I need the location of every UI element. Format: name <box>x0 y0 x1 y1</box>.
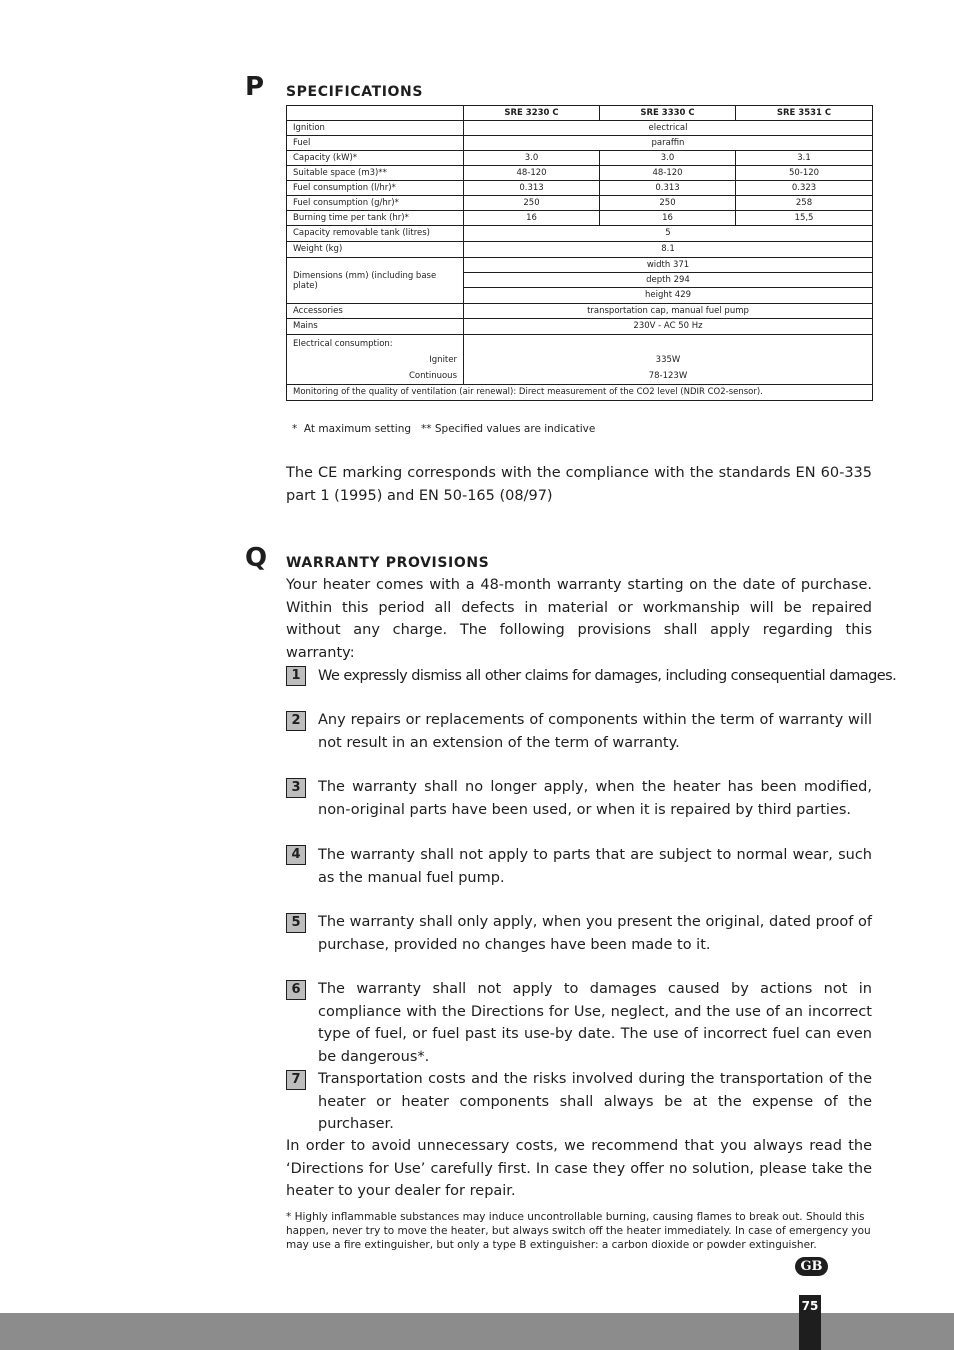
electrical-consumption-cell <box>287 335 464 385</box>
item-text: The warranty shall only apply, when you present the original, dated proof of purchase, provided no changes have been made to it. <box>318 914 872 953</box>
table-header-row <box>287 106 873 121</box>
row-label: Mains <box>287 319 464 335</box>
row-value: 16 <box>600 211 736 226</box>
item-text: The warranty shall not apply to damages caused by actions not in compliance with the Directions for Use, neglect, and the use of an incorrect type of fuel, or fuel past its use-by date. The use of incorrect fuel can even be dangerous*. <box>318 981 872 1065</box>
row-value: 48-120 <box>464 166 600 181</box>
row-value: 230V - AC 50 Hz <box>464 319 873 335</box>
table-row <box>287 258 873 273</box>
row-label: Capacity (kW)* <box>287 151 464 166</box>
row-value: 250 <box>464 196 600 211</box>
igniter-value: 335W <box>655 355 681 365</box>
table-row <box>287 226 873 242</box>
section-title-specifications: SPECIFICATIONS <box>286 84 424 100</box>
igniter-label: Igniter <box>429 355 457 365</box>
item-number: 2 <box>286 711 306 731</box>
row-label: Capacity removable tank (litres) <box>287 226 464 242</box>
section-title-warranty: WARRANTY PROVISIONS <box>286 555 490 571</box>
table-row <box>287 211 873 226</box>
row-value: 3.0 <box>600 151 736 166</box>
row-label: Fuel consumption (l/hr)* <box>287 181 464 196</box>
row-value: height 429 <box>464 288 873 304</box>
row-label: Fuel consumption (g/hr)* <box>287 196 464 211</box>
table-row <box>287 385 873 401</box>
specifications-table <box>286 105 873 401</box>
table-row <box>287 242 873 258</box>
closing-text: In order to avoid unnecessary costs, we recommend that you always read the ‘Directions for Use’ carefully first. In case they offer no solution, please take the heater to your dealer for repair. <box>286 1138 872 1199</box>
item-text: The warranty shall no longer apply, when the heater has been modified, non-original parts have been used, or when it is repaired by third parties. <box>318 779 872 818</box>
row-value: electrical <box>464 121 873 136</box>
continuous-value: 78-123W <box>648 371 688 381</box>
section-letter-q: Q <box>245 543 268 573</box>
item-text: Transportation costs and the risks involved during the transportation of the heater or heater components shall always be at the expense of the purchaser. <box>318 1071 872 1132</box>
table-header-model: SRE 3330 C <box>600 106 736 121</box>
row-value: 3.0 <box>464 151 600 166</box>
ce-marking-text: The CE marking corresponds with the compliance with the standards EN 60-335 part 1 (1995) and EN 50-165 (08/97) <box>286 465 872 504</box>
row-value: 250 <box>600 196 736 211</box>
row-label: Electrical consumption: <box>293 339 393 349</box>
table-header-model: SRE 3531 C <box>736 106 873 121</box>
row-value: depth 294 <box>464 273 873 288</box>
language-badge: GB <box>795 1257 828 1276</box>
table-row <box>287 304 873 319</box>
row-value: paraffin <box>464 136 873 151</box>
section-letter-p: P <box>245 72 265 102</box>
row-value: 0.323 <box>736 181 873 196</box>
row-value: 0.313 <box>600 181 736 196</box>
page-number: 75 <box>799 1295 821 1350</box>
row-label: Dimensions (mm) (including base plate) <box>287 258 464 304</box>
table-header-model: SRE 3230 C <box>464 106 600 121</box>
monitoring-note: Monitoring of the quality of ventilation (air renewal): Direct measurement of the CO2 level (NDIR CO2-sensor). <box>287 385 873 401</box>
row-value: width 371 <box>464 258 873 273</box>
row-label: Fuel <box>287 136 464 151</box>
continuous-label: Continuous <box>408 371 457 381</box>
table-row <box>287 181 873 196</box>
row-value: 5 <box>464 226 873 242</box>
item-number: 1 <box>286 666 306 686</box>
item-number: 4 <box>286 845 306 865</box>
table-row <box>287 335 873 385</box>
table-row <box>287 196 873 211</box>
item-number: 3 <box>286 778 306 798</box>
fuel-footnote: * Highly inflammable substances may induce uncontrollable burning, causing flames to break out. Should this happen, never try to move the heater, but always switch off the heater immediately. In case of emergency you may use a fire extinguisher, but only a type B extinguisher: a carbon dioxide or powder extinguisher. <box>286 1211 871 1251</box>
row-label: Suitable space (m3)** <box>287 166 464 181</box>
row-value: 258 <box>736 196 873 211</box>
table-row <box>287 166 873 181</box>
warranty-intro: Your heater comes with a 48-month warranty starting on the date of purchase. Within this period all defects in material or workmanship will be repaired without any charge. The following provisions shall apply regarding this warranty: <box>286 577 872 661</box>
row-value: 15,5 <box>736 211 873 226</box>
row-label: Accessories <box>287 304 464 319</box>
item-text: Any repairs or replacements of components within the term of warranty will not result in an extension of the term of warranty. <box>318 712 872 751</box>
table-row <box>287 136 873 151</box>
item-text: We expressly dismiss all other claims for damages, including consequential damages. <box>318 668 897 684</box>
row-label: Weight (kg) <box>287 242 464 258</box>
row-value: 0.313 <box>464 181 600 196</box>
row-value: 50-120 <box>736 166 873 181</box>
row-value: 3.1 <box>736 151 873 166</box>
table-footnote: * At maximum setting ** Specified values are indicative <box>292 423 596 435</box>
item-number: 7 <box>286 1070 306 1090</box>
row-label: Ignition <box>287 121 464 136</box>
electrical-values-cell <box>464 335 873 385</box>
table-row <box>287 319 873 335</box>
table-header-empty <box>287 106 464 121</box>
item-number: 6 <box>286 980 306 1000</box>
table-row <box>287 121 873 136</box>
row-value: 16 <box>464 211 600 226</box>
table-row <box>287 151 873 166</box>
item-number: 5 <box>286 913 306 933</box>
row-value: 8.1 <box>464 242 873 258</box>
row-value: 48-120 <box>600 166 736 181</box>
row-value: transportation cap, manual fuel pump <box>464 304 873 319</box>
row-label: Burning time per tank (hr)* <box>287 211 464 226</box>
item-text: The warranty shall not apply to parts that are subject to normal wear, such as the manual fuel pump. <box>318 847 872 886</box>
